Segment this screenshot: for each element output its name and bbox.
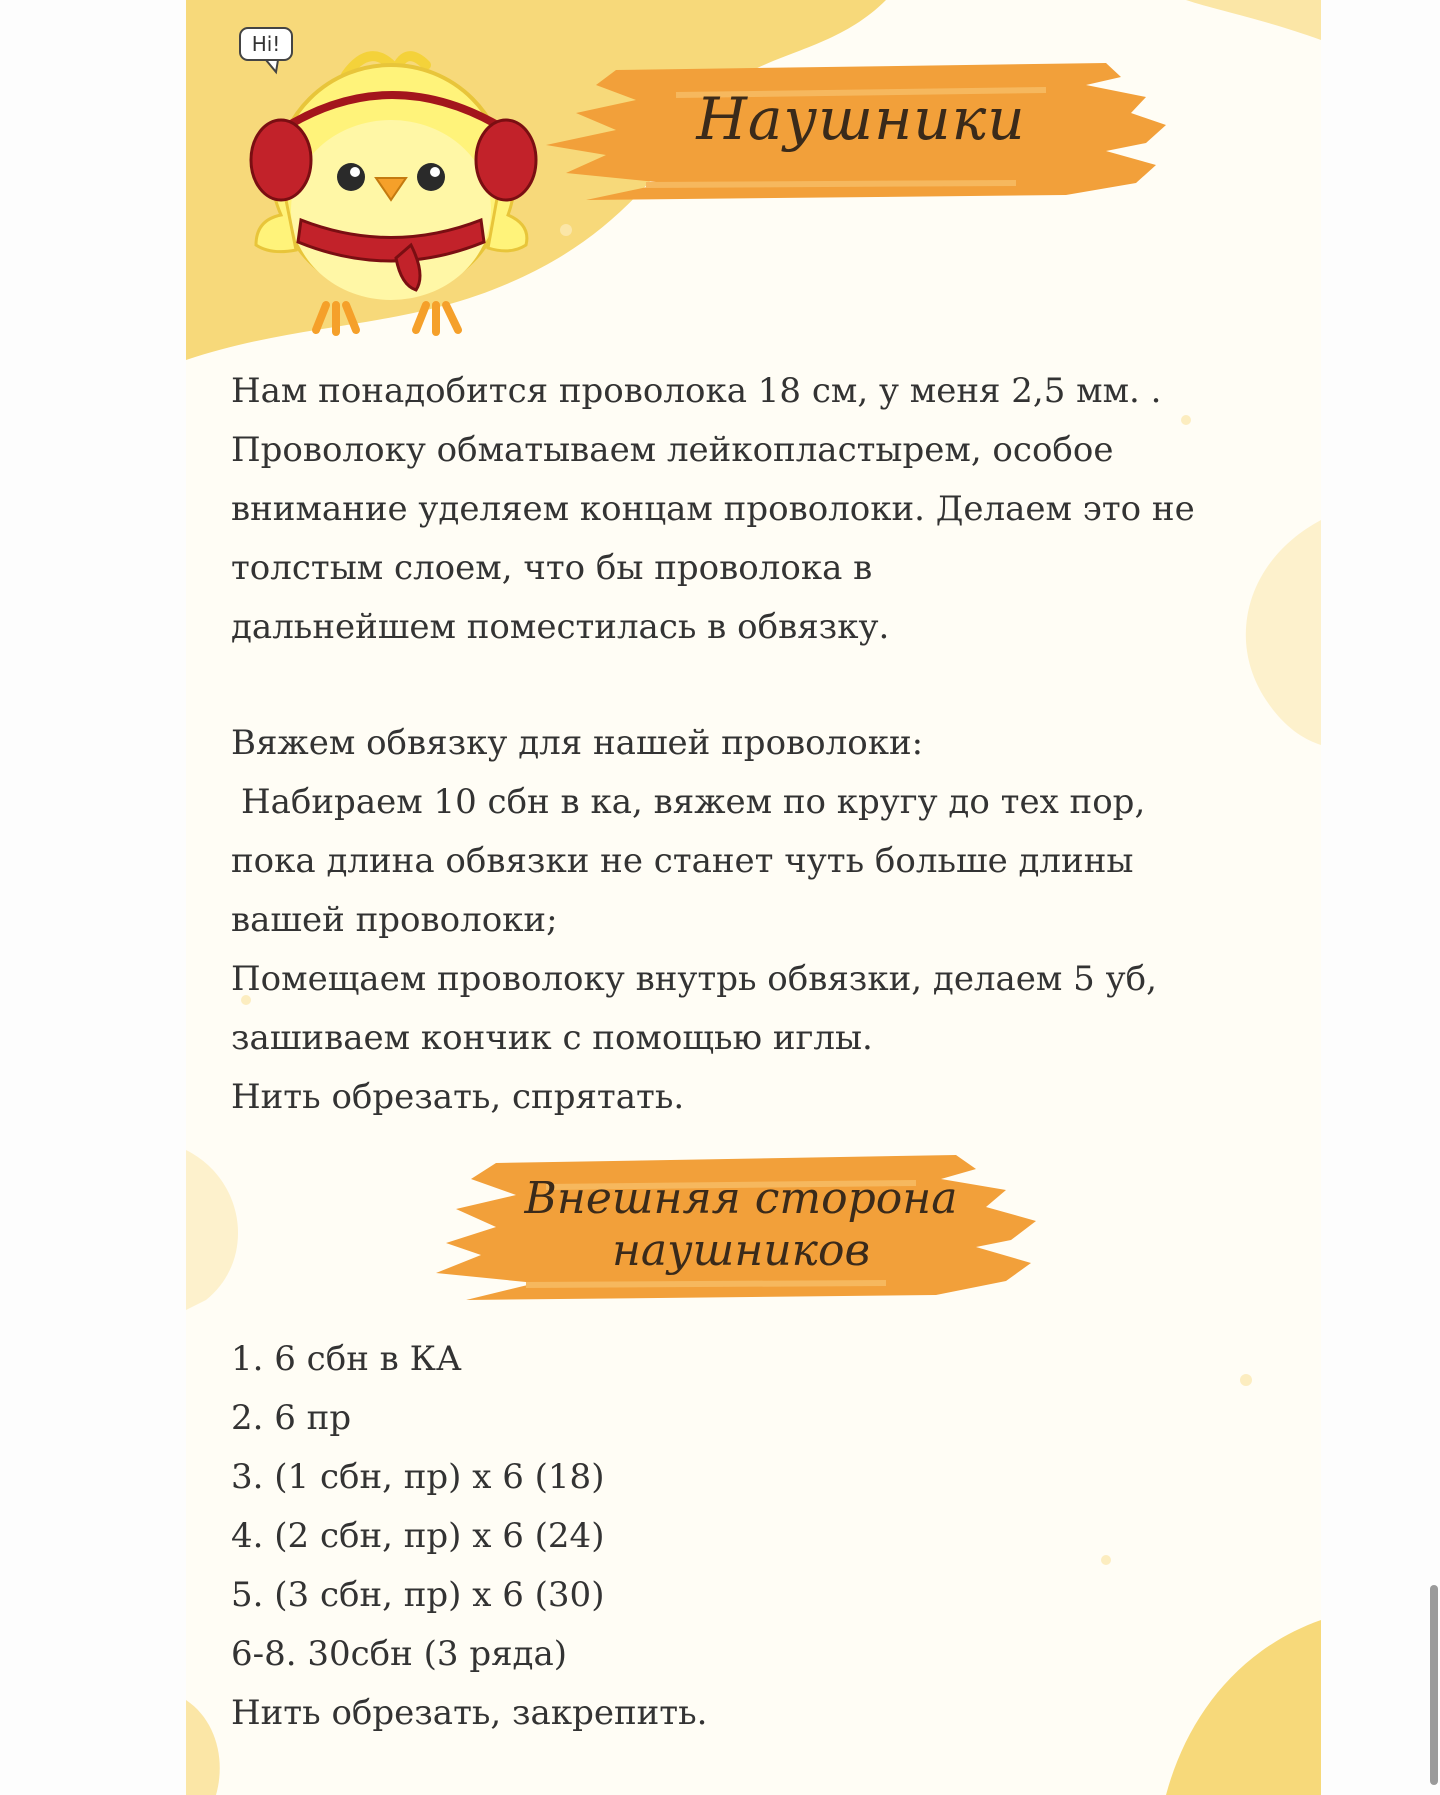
- section-banner: [436, 1145, 1046, 1315]
- intro-line: Проволоку обматываем лейкопластырем, особое: [231, 430, 1114, 470]
- row-item: Нить обрезать, закрепить.: [231, 1693, 708, 1733]
- page-title: Наушники: [696, 85, 1026, 153]
- row-item: 1. 6 сбн в КА: [231, 1339, 462, 1379]
- binding-line: вашей проволоки;: [231, 900, 558, 940]
- scrollbar[interactable]: [1430, 1585, 1438, 1785]
- title-banner: [546, 55, 1176, 215]
- row-instructions: [231, 1330, 707, 1743]
- intro-line: внимание уделяем концам проволоки. Делаем это не: [231, 489, 1195, 529]
- intro-line: толстым слоем, что бы проволока в: [231, 548, 873, 588]
- intro-line: дальнейшем поместилась в обвязку.: [231, 607, 890, 647]
- row-item: 4. (2 сбн, пр) х 6 (24): [231, 1516, 605, 1556]
- section-title: [436, 1173, 1046, 1277]
- section-title-line-1: Внешняя сторона: [524, 1173, 958, 1224]
- chick-mascot: [226, 20, 556, 350]
- row-item: 5. (3 сбн, пр) х 6 (30): [231, 1575, 605, 1615]
- binding-paragraph: [231, 714, 1157, 1127]
- row-item: 2. 6 пр: [231, 1398, 352, 1438]
- bubble-text: Hi!: [251, 32, 281, 56]
- binding-line: Помещаем проволоку внутрь обвязки, делаем 5 уб,: [231, 959, 1157, 999]
- intro-line: Нам понадобится проволока 18 см, у меня 2,5 мм. .: [231, 371, 1162, 411]
- recipe-page: [186, 0, 1321, 1795]
- binding-line: Вяжем обвязку для нашей проволоки:: [231, 723, 924, 763]
- binding-line: Набираем 10 сбн в ка, вяжем по кругу до тех пор,: [241, 782, 1146, 822]
- binding-line: зашиваем кончик с помощью иглы.: [231, 1018, 873, 1058]
- intro-paragraph: [231, 362, 1195, 657]
- section-title-line-2: наушников: [611, 1225, 871, 1276]
- row-item: 3. (1 сбн, пр) х 6 (18): [231, 1457, 605, 1497]
- row-item: 6-8. 30сбн (3 ряда): [231, 1634, 567, 1674]
- binding-line: Нить обрезать, спрятать.: [231, 1077, 685, 1117]
- binding-line: пока длина обвязки не станет чуть больше длины: [231, 841, 1134, 881]
